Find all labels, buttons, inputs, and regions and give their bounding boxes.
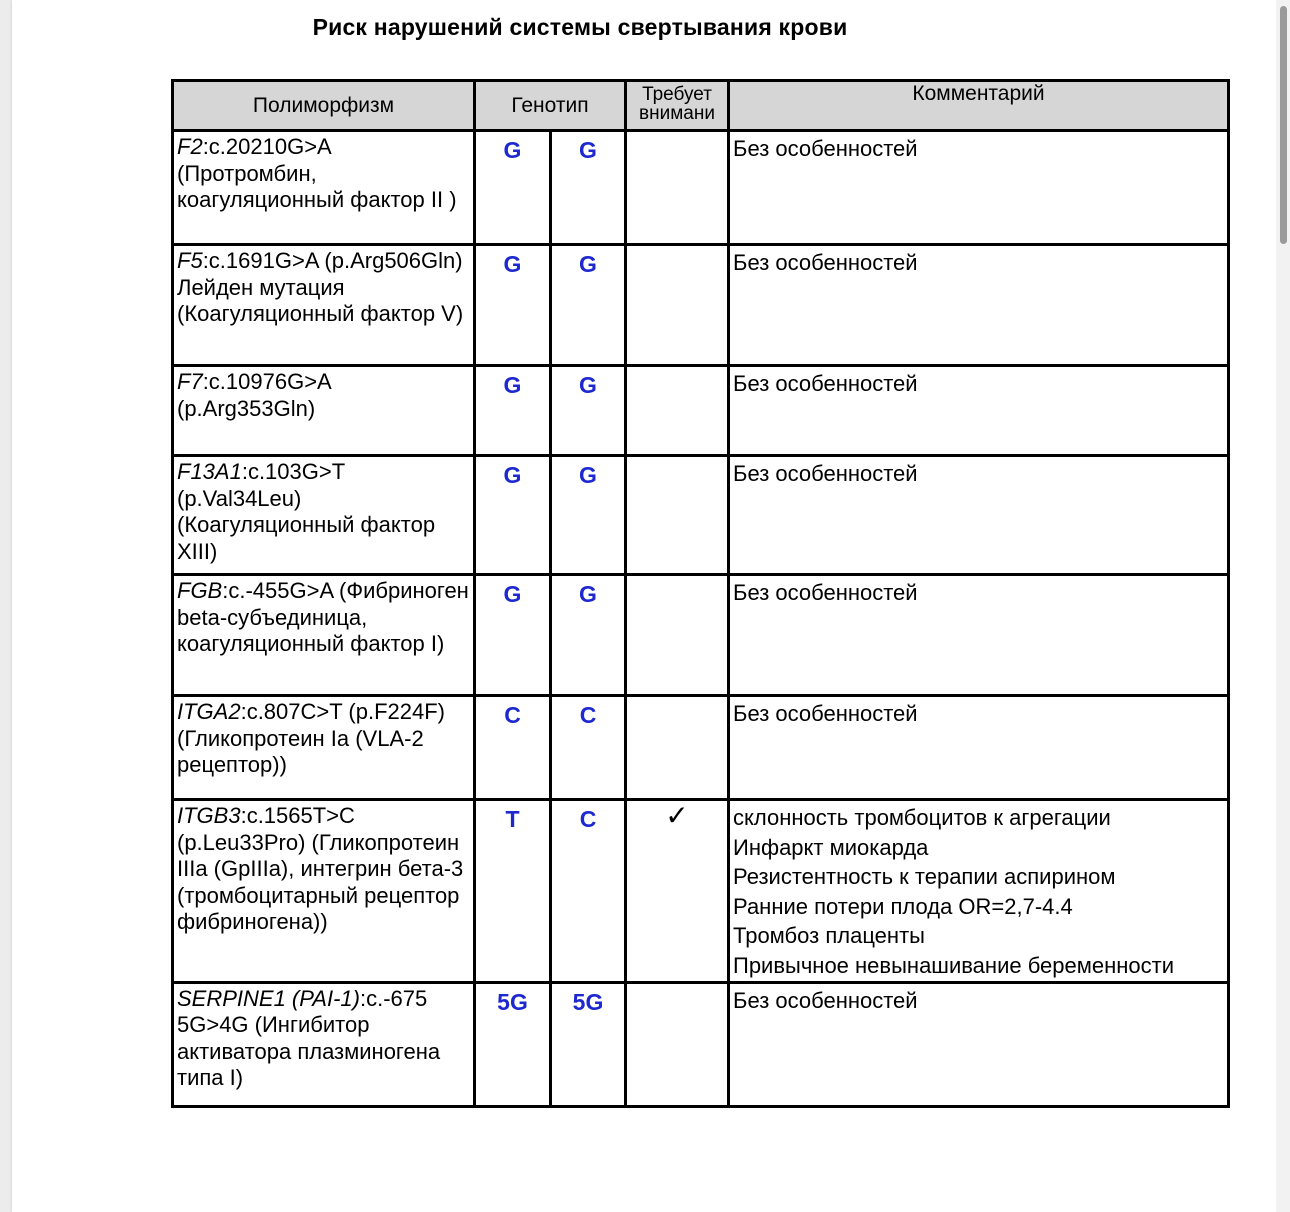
- attention-mark: [626, 131, 729, 245]
- comment-line: Без особенностей: [733, 136, 918, 161]
- header-attention: [626, 81, 729, 131]
- comment-cell: [729, 456, 1229, 575]
- polymorphism-cell: [173, 131, 475, 245]
- polymorphism-cell: [173, 245, 475, 366]
- genotype-allele-2: G: [551, 366, 626, 456]
- comment-line: Без особенностей: [733, 701, 918, 726]
- variant-code: :c.-455G>A: [222, 578, 333, 603]
- variant-description: (p.Leu33Pro) (Гликопротеин IIIa (GpIIIa), интегрин бета-3 (тромбоцитарный рецептор фибриногена)): [177, 829, 464, 934]
- polymorphism-cell: [173, 366, 475, 456]
- comment-line: Резистентность к терапии аспирином: [733, 864, 1116, 890]
- comment-line: Без особенностей: [733, 371, 918, 396]
- table-row: [173, 366, 1229, 456]
- polymorphism-cell: [173, 575, 475, 696]
- document-page: [12, 0, 1276, 1212]
- variant-code: :c.20210G>A: [202, 134, 331, 159]
- table-row: [173, 696, 1229, 800]
- header-comment: Комментарий: [729, 81, 1229, 131]
- genotype-allele-2: 5G: [551, 982, 626, 1106]
- table-row: [173, 131, 1229, 245]
- genotype-allele-2: G: [551, 575, 626, 696]
- gene-name: FGB: [177, 578, 223, 603]
- scrollbar[interactable]: [1276, 0, 1290, 1212]
- comment-cell: [729, 696, 1229, 800]
- genotype-allele-1: G: [475, 456, 551, 575]
- variant-description: (p.Val34Leu) (Коагуляционный фактор XIII): [177, 485, 436, 564]
- gene-name: F2: [177, 134, 203, 159]
- comment-cell: [729, 131, 1229, 245]
- variant-description: (Фибриноген beta-субъединица, коагуляционный фактор I): [177, 578, 469, 656]
- comment-cell: [729, 245, 1229, 366]
- genotype-allele-1: G: [475, 131, 551, 245]
- comment-line: Без особенностей: [733, 250, 918, 275]
- genotype-allele-2: G: [551, 131, 626, 245]
- variant-code: :c.10976G>A: [202, 369, 331, 394]
- genotype-allele-2: G: [551, 456, 626, 575]
- comment-line: Без особенностей: [733, 580, 918, 605]
- header-genotype: Генотип: [475, 81, 626, 131]
- genotype-allele-2: C: [551, 800, 626, 983]
- polymorphism-cell: [173, 982, 475, 1106]
- variant-code: :c.1565T>C: [240, 803, 355, 828]
- attention-mark: [626, 982, 729, 1106]
- attention-mark: ✓: [626, 800, 729, 983]
- polymorphism-table: [171, 79, 1230, 1108]
- comment-cell: [729, 366, 1229, 456]
- genotype-allele-2: C: [551, 696, 626, 800]
- comment-line: Без особенностей: [733, 461, 918, 486]
- attention-mark: [626, 696, 729, 800]
- table-header-row: [173, 81, 1229, 131]
- gene-name: F5: [177, 248, 203, 273]
- gene-name: ITGA2: [177, 699, 241, 724]
- comment-line: Ранние потери плода OR=2,7-4.4: [733, 893, 1073, 919]
- variant-code: :c.-675 5G>4G: [177, 985, 428, 1038]
- comment-line: Тромбоз плаценты: [733, 923, 925, 949]
- comment-cell: [729, 575, 1229, 696]
- table-row: [173, 800, 1229, 983]
- genotype-allele-1: 5G: [475, 982, 551, 1106]
- comment-line: Инфаркт миокарда: [733, 834, 929, 860]
- table-row: [173, 575, 1229, 696]
- gene-name: F13A1: [177, 459, 242, 484]
- attention-mark: [626, 366, 729, 456]
- comment-line: Без особенностей: [733, 987, 918, 1013]
- variant-description: (p.Arg353Gln): [177, 395, 316, 421]
- comment-line: склонность тромбоцитов к агрегации: [733, 805, 1111, 830]
- comment-line: Привычное невынашивание беременности: [733, 952, 1175, 978]
- table-row: [173, 245, 1229, 366]
- genotype-allele-1: C: [475, 696, 551, 800]
- gene-name: ITGB3: [177, 803, 241, 828]
- header-polymorphism: Полиморфизм: [173, 81, 475, 131]
- table-row: [173, 982, 1229, 1106]
- variant-code: :c.807C>T (p.F224F): [240, 699, 445, 724]
- variant-description: (p.Arg506Gln) Лейден мутация (Коагуляционный фактор V): [177, 248, 464, 326]
- variant-description: (Ингибитор активатора плазминогена типа I): [177, 1012, 441, 1091]
- genotype-allele-2: G: [551, 245, 626, 366]
- polymorphism-cell: [173, 696, 475, 800]
- genotype-allele-1: T: [475, 800, 551, 983]
- variant-code: :c.103G>T: [241, 459, 345, 484]
- variant-description: (Гликопротеин Ia (VLA-2 рецептор)): [177, 725, 424, 777]
- scrollbar-thumb[interactable]: [1280, 6, 1287, 244]
- gene-name: F7: [177, 369, 203, 394]
- polymorphism-cell: [173, 800, 475, 983]
- genotype-allele-1: G: [475, 366, 551, 456]
- variant-description: (Протромбин, коагуляционный фактор II ): [177, 160, 457, 212]
- header-attention-line2: внимани: [639, 103, 715, 124]
- table-row: [173, 456, 1229, 575]
- attention-mark: [626, 456, 729, 575]
- genotype-allele-1: G: [475, 575, 551, 696]
- variant-code: :c.1691G>A: [202, 248, 319, 273]
- comment-cell: [729, 800, 1229, 983]
- header-attention-line1: Требует: [642, 84, 712, 105]
- attention-mark: [626, 245, 729, 366]
- gene-name: SERPINE1 (PAI-1): [177, 985, 360, 1011]
- attention-mark: [626, 575, 729, 696]
- polymorphism-cell: [173, 456, 475, 575]
- genotype-allele-1: G: [475, 245, 551, 366]
- comment-cell: [729, 982, 1229, 1106]
- page-title: Риск нарушений системы свертывания крови: [312, 14, 848, 40]
